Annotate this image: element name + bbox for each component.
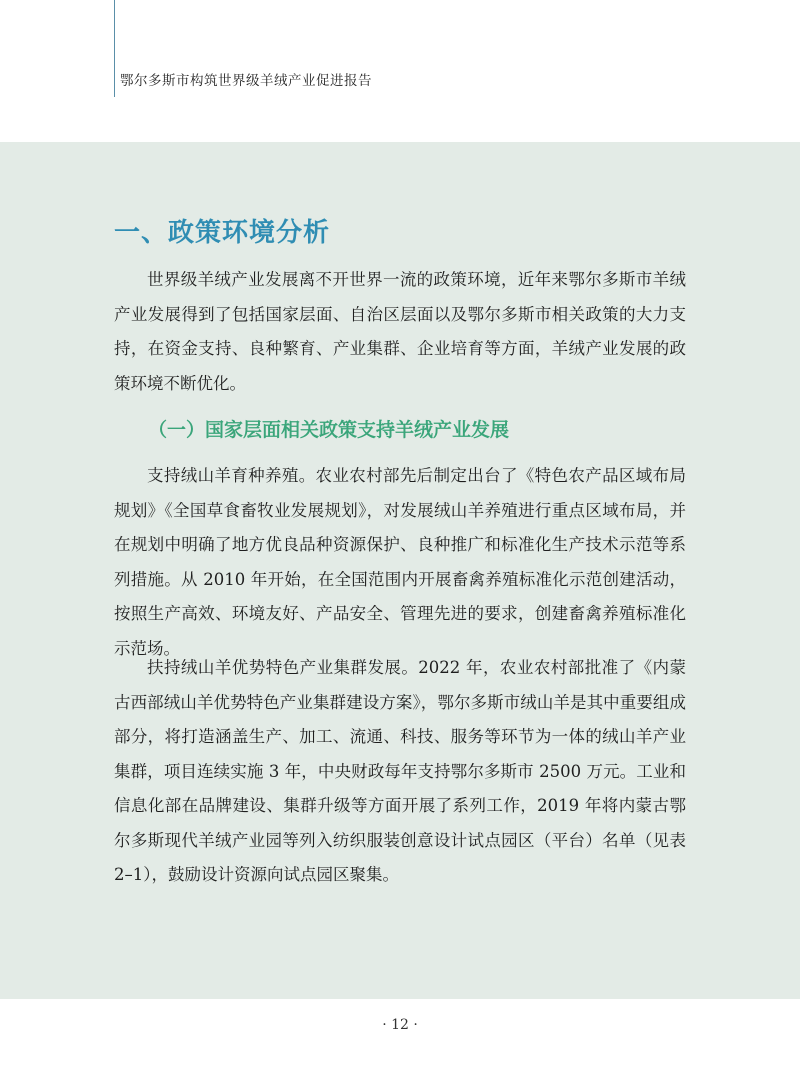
body-paragraph: 扶持绒山羊优势特色产业集群发展。2022 年，农业农村部批准了《内蒙古西部绒山羊优势特色产业集群建设方案》，鄂尔多斯市绒山羊是其中重要组成部分，将打造涵盖生产、加工、流通、科技、服务等环节为一体的绒山羊产业集群，项目连续实施 3 年，中央财政每年支持鄂尔多斯市 2500 万元。工业和信息化部在品牌建设、集群升级等方面开展了系列工作，2019 年将内蒙古鄂尔多斯现代羊绒产业园等列入纺织服装创意设计试点园区（平台）名单（见表 2–1），鼓励设计资源向试点园区聚集。 bbox=[114, 658, 686, 884]
running-title: 鄂尔多斯市构筑世界级羊绒产业促进报告 bbox=[120, 73, 372, 89]
subsection-heading: （一）国家层面相关政策支持羊绒产业发展 bbox=[148, 419, 510, 441]
page-number: · 12 · bbox=[382, 1017, 418, 1033]
section-heading: 一、政策环境分析 bbox=[114, 218, 331, 248]
header-rule bbox=[114, 0, 115, 97]
intro-paragraph: 世界级羊绒产业发展离不开世界一流的政策环境，近年来鄂尔多斯市羊绒产业发展得到了包括国家层面、自治区层面以及鄂尔多斯市相关政策的大力支持，在资金支持、良种繁育、产业集群、企业培育等方面，羊绒产业发展的政策环境不断优化。 bbox=[114, 270, 686, 393]
body-paragraph: 支持绒山羊育种养殖。农业农村部先后制定出台了《特色农产品区域布局规划》《全国草食畜牧业发展规划》，对发展绒山羊养殖进行重点区域布局，并在规划中明确了地方优良品种资源保护、良种推广和标准化生产技术示范等系列措施。从 2010 年开始，在全国范围内开展畜禽养殖标准化示范创建活动，按照生产高效、环境友好、产品安全、管理先进的要求，创建畜禽养殖标准化示范场。 bbox=[114, 466, 686, 658]
